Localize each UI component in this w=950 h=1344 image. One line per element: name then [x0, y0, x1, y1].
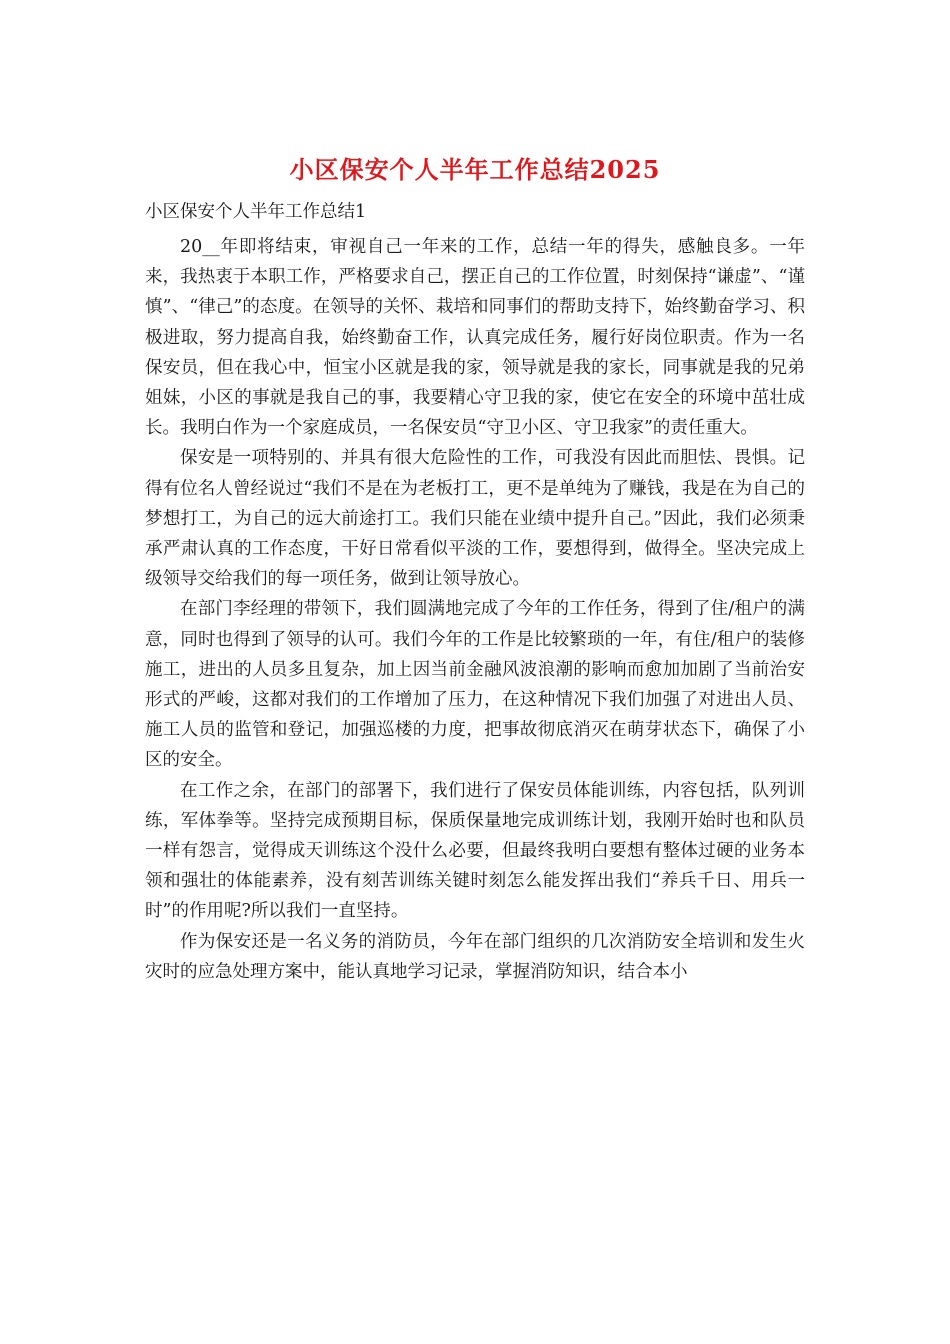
- paragraph-2: 保安是一项特别的、并具有很大危险性的工作，可我没有因此而胆怯、畏惧。记得有位名人曾经说过“我们不是在为老板打工，更不是单纯为了赚钱，我是在为自己的梦想打工，为自己的远大前途打工。我们只能在业绩中提升自己。”因此，我们必须秉承严肃认真的工作态度，干好日常看似平淡的工作，要想得到，做得全。坚决完成上级领导交给我们的每一项任务，做到让领导放心。: [145, 448, 805, 590]
- paragraph-5: 作为保安还是一名义务的消防员，今年在部门组织的几次消防安全培训和发生火灾时的应急处理方案中，能认真地学习记录，掌握消防知识，结合本小: [145, 931, 805, 982]
- paragraph-4: 在工作之余，在部门的部署下，我们进行了保安员体能训练，内容包括，队列训练，军体拳等。坚持完成预期目标，保质保量地完成训练计划，我刚开始时也和队员一样有怨言，觉得成天训练这个没什么必要，但最终我明白要想有整体过硬的业务本领和强壮的体能素养，没有刻苦训练关键时刻怎么能发挥出我们“养兵千日、用兵一时”的作用呢?所以我们一直坚持。: [145, 780, 805, 922]
- document-body: [145, 232, 805, 987]
- document-title: 小区保安个人半年工作总结2025: [289, 155, 661, 184]
- paragraph-3: 在部门李经理的带领下，我们圆满地完成了今年的工作任务，得到了住/租户的满意，同时也得到了领导的认可。我们今年的工作是比较繁琐的一年，有住/租户的装修施工，进出的人员多且复杂，加上因当前金融风波浪潮的影响而愈加加剧了当前治安形式的严峻，这都对我们的工作增加了压力，在这种情况下我们加强了对进出人员、施工人员的监管和登记，加强巡楼的力度，把事故彻底消灭在萌芽状态下，确保了小区的安全。: [145, 599, 805, 771]
- section-heading: 小区保安个人半年工作总结1: [145, 202, 367, 222]
- paragraph-1: 20__年即将结束，审视自己一年来的工作，总结一年的得失，感触良多。一年来，我热衷于本职工作，严格要求自己，摆正自己的工作位置，时刻保持“谦虚”、“谨慎”、“律己”的态度。在领导的关怀、栽培和同事们的帮助支持下，始终勤奋学习、积极进取，努力提高自我，始终勤奋工作，认真完成任务，履行好岗位职责。作为一名保安员，但在我心中，恒宝小区就是我的家，领导就是我的家长，同事就是我的兄弟姐妹，小区的事就是我自己的事，我要精心守卫我的家，使它在安全的环境中茁壮成长。我明白作为一个家庭成员，一名保安员“守卫小区、守卫我家”的责任重大。: [145, 237, 805, 439]
